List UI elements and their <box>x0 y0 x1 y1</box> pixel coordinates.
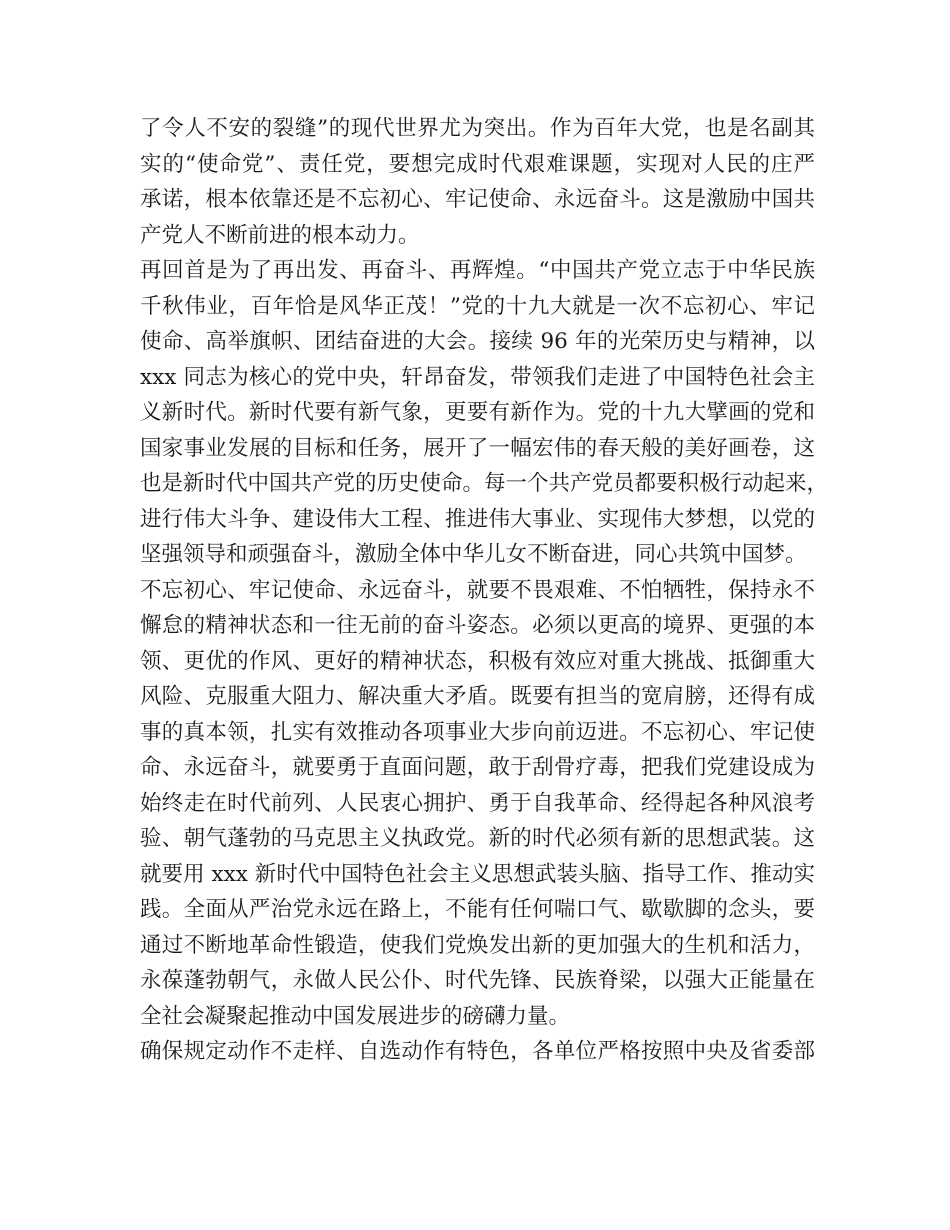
text-line: 不忘初心、牢记使命、永远奋斗，就要不畏艰难、不怕牺牲，保持永不 <box>140 577 815 603</box>
body-text <box>140 111 829 1070</box>
text-line: 使命、高举旗帜、团结奋进的大会。接续 96 年的光荣历史与精神，以 <box>140 329 815 354</box>
text-line: 承诺，根本依靠还是不忘初心、牢记使命、永远奋斗。这是激励中国共 <box>140 187 815 212</box>
text-line: 产党人不断前进的根本动力。 <box>140 222 420 248</box>
text-line: 再回首是为了再出发、再奋斗、再辉煌。“中国共产党立志于中华民族 <box>140 258 815 283</box>
text-line: xxx 同志为核心的党中央，轩昂奋发，带领我们走进了中国特色社会主 <box>140 364 815 390</box>
text-line: 命、永远奋斗，就要勇于直面问题，敢于刮骨疗毒，把我们党建设成为 <box>140 755 815 780</box>
text-line: 风险、克服重大阻力、解决重大矛盾。既要有担当的宽肩膀，还得有成 <box>140 684 815 709</box>
text-line: 领、更优的作风、更好的精神状态，积极有效应对重大挑战、抵御重大 <box>140 648 815 674</box>
text-line: 进行伟大斗争、建设伟大工程、推进伟大事业、实现伟大梦想，以党的 <box>140 506 815 532</box>
text-line: 就要用 xxx 新时代中国特色社会主义思想武装头脑、指导工作、推动实 <box>140 861 815 887</box>
text-line: 践。全面从严治党永远在路上，不能有任何喘口气、歇歇脚的念头，要 <box>140 897 815 922</box>
text-line: 义新时代。新时代要有新气象，更要有新作为。党的十九大擘画的党和 <box>140 400 815 425</box>
text-line: 实的“使命党”、责任党，要想完成时代艰难课题，实现对人民的庄严 <box>140 151 815 177</box>
text-line: 验、朝气蓬勃的马克思主义执政党。新的时代必须有新的思想武装。这 <box>140 826 815 851</box>
text-line: 了令人不安的裂缝”的现代世界尤为突出。作为百年大党，也是名副其 <box>140 116 815 141</box>
text-line: 通过不断地革命性锻造，使我们党焕发出新的更加强大的生机和活力， <box>140 932 815 958</box>
text-line: 始终走在时代前列、人民衷心拥护、勇于自我革命、经得起各种风浪考 <box>140 790 815 816</box>
text-line: 永葆蓬勃朝气，永做人民公仆、时代先锋、民族脊梁，以强大正能量在 <box>140 968 815 993</box>
text-line: 千秋伟业，百年恰是风华正茂！”党的十九大就是一次不忘初心、牢记 <box>140 293 815 319</box>
text-line: 懈怠的精神状态和一往无前的奋斗姿态。必须以更高的境界、更强的本 <box>140 613 815 638</box>
text-line: 坚强领导和顽强奋斗，激励全体中华儿女不断奋进，同心共筑中国梦。 <box>140 542 807 567</box>
text-line: 确保规定动作不走样、自选动作有特色，各单位严格按照中央及省委部 <box>140 1039 815 1064</box>
text-line: 事的真本领，扎实有效推动各项事业大步向前迈进。不忘初心、牢记使 <box>140 719 815 745</box>
text-line: 全社会凝聚起推动中国发展进步的磅礴力量。 <box>140 1003 571 1029</box>
text-line: 国家事业发展的目标和任务，展开了一幅宏伟的春天般的美好画卷，这 <box>140 435 815 461</box>
text-line: 也是新时代中国共产党的历史使命。每一个共产党员都要积极行动起来， <box>140 471 829 496</box>
